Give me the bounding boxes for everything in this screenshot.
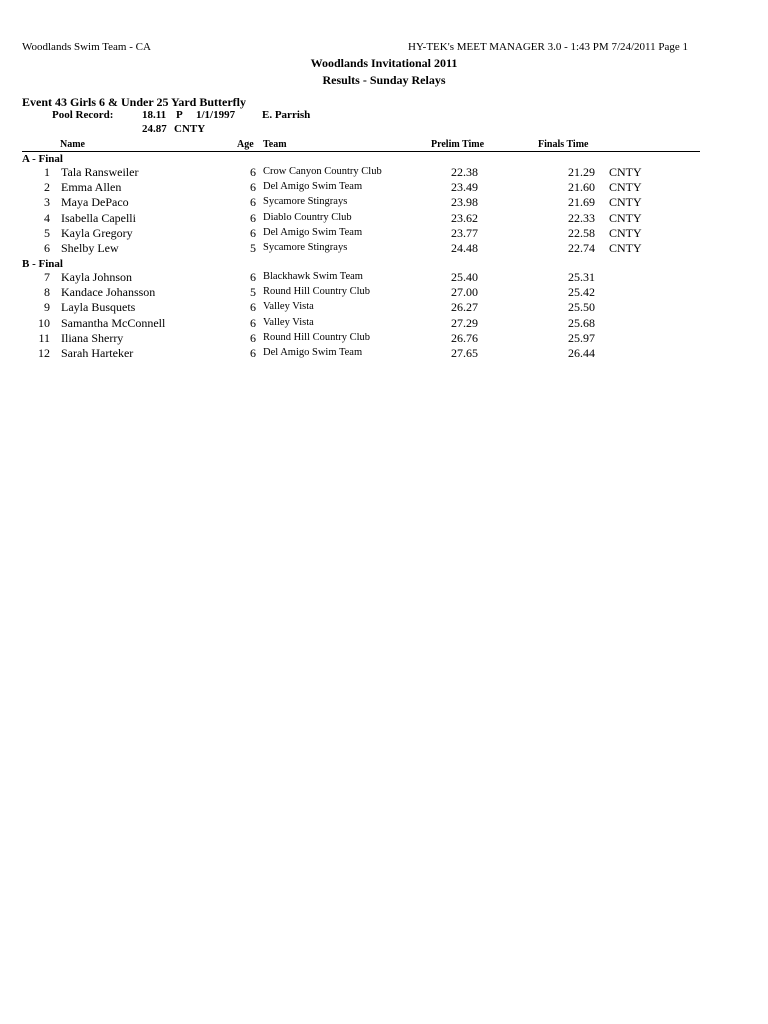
place-cell: 9 — [44, 300, 50, 315]
age-cell: 5 — [250, 241, 256, 255]
swimmer-name: Samantha McConnell — [61, 315, 166, 330]
table-row — [0, 285, 768, 300]
swimmer-name: Iliana Sherry — [61, 330, 124, 345]
prelim-time: 23.77 — [451, 225, 478, 240]
table-row — [0, 211, 768, 226]
place-cell: 8 — [44, 285, 50, 300]
team-name: Blackhawk Swim Team — [263, 271, 363, 282]
swimmer-name: Isabella Capelli — [61, 210, 136, 225]
header-team-name: Woodlands Swim Team - CA — [22, 41, 151, 53]
swimmer-name: Kandace Johansson — [61, 285, 156, 300]
pool-record-flag: P — [176, 109, 183, 121]
cut-time: 24.87 — [142, 123, 167, 135]
prelim-time: 25.40 — [451, 270, 478, 284]
team-name: Round Hill Country Club — [263, 331, 371, 343]
finals-time: 25.97 — [568, 330, 595, 345]
finals-time: 25.68 — [568, 315, 595, 330]
team-name: Sycamore Stingrays — [263, 242, 348, 253]
age-cell: 6 — [250, 330, 256, 345]
table-row — [0, 331, 768, 346]
swimmer-name: Layla Busquets — [61, 300, 136, 315]
place-cell: 12 — [38, 346, 50, 360]
place-cell: 11 — [38, 330, 50, 345]
swimmer-name: Tala Ransweiler — [61, 165, 139, 179]
age-cell: 6 — [250, 165, 256, 179]
team-name: Del Amigo Swim Team — [263, 347, 363, 358]
cut-tag: CNTY — [609, 210, 642, 225]
pool-record-label: Pool Record: — [52, 109, 114, 121]
swimmer-name: Kayla Johnson — [61, 270, 132, 284]
finals-time: 25.42 — [568, 285, 595, 300]
team-name: Crow Canyon Country Club — [263, 166, 382, 177]
team-name: Round Hill Country Club — [263, 286, 371, 298]
column-header-prelim-time: Prelim Time — [431, 139, 485, 150]
column-header-team: Team — [263, 139, 287, 150]
team-name: Diablo Country Club — [263, 211, 352, 223]
team-name: Del Amigo Swim Team — [263, 181, 363, 193]
header-software-info: HY-TEK's MEET MANAGER 3.0 - 1:43 PM 7/24/2011 Page 1 — [408, 41, 689, 53]
cut-label: CNTY — [174, 123, 206, 135]
age-cell: 6 — [250, 300, 256, 315]
cut-tag: CNTY — [609, 225, 642, 240]
table-row — [0, 241, 768, 256]
table-row — [0, 270, 768, 285]
place-cell: 6 — [44, 241, 50, 255]
finals-time: 25.50 — [568, 300, 595, 315]
prelim-time: 27.29 — [451, 315, 478, 330]
cut-tag: CNTY — [609, 180, 642, 195]
cut-tag: CNTY — [609, 165, 642, 179]
table-row — [0, 316, 768, 331]
swimmer-name: Sarah Harteker — [61, 346, 134, 360]
swimmer-name: Kayla Gregory — [61, 225, 133, 240]
pool-record-time: 18.11 — [142, 109, 167, 121]
table-row — [0, 346, 768, 361]
column-header-name: Name — [60, 139, 85, 150]
age-cell: 6 — [250, 225, 256, 240]
header-divider — [22, 151, 700, 152]
finals-time: 25.31 — [568, 270, 595, 284]
finals-time: 21.69 — [568, 195, 595, 210]
prelim-time: 23.49 — [451, 180, 478, 195]
section-a-final: A - Final — [22, 153, 63, 165]
swimmer-name: Emma Allen — [61, 180, 122, 195]
age-cell: 6 — [250, 346, 256, 360]
table-row — [0, 226, 768, 241]
table-row — [0, 165, 768, 180]
place-cell: 4 — [44, 210, 50, 225]
event-title: Event 43 Girls 6 & Under 25 Yard Butterfly — [22, 95, 246, 109]
finals-time: 21.60 — [568, 180, 595, 195]
age-cell: 6 — [250, 315, 256, 330]
pool-record-holder: E. Parrish — [262, 109, 311, 121]
prelim-time: 23.98 — [451, 195, 478, 210]
prelim-time: 26.27 — [451, 300, 478, 315]
place-cell: 2 — [44, 180, 50, 195]
prelim-time: 26.76 — [451, 330, 478, 345]
table-row — [0, 300, 768, 315]
prelim-time: 24.48 — [451, 241, 478, 255]
table-row — [0, 180, 768, 195]
place-cell: 7 — [44, 270, 50, 284]
finals-time: 26.44 — [568, 346, 595, 360]
team-name: Valley Vista — [263, 316, 314, 328]
finals-time: 22.58 — [568, 225, 595, 240]
column-header-finals-time: Finals Time — [538, 139, 589, 150]
team-name: Del Amigo Swim Team — [263, 226, 363, 238]
table-row — [0, 195, 768, 210]
age-cell: 6 — [250, 195, 256, 210]
team-name: Sycamore Stingrays — [263, 196, 348, 208]
swimmer-name: Shelby Lew — [61, 241, 119, 255]
cut-tag: CNTY — [609, 241, 642, 255]
place-cell: 1 — [44, 165, 50, 179]
prelim-time: 23.62 — [451, 210, 478, 225]
age-cell: 5 — [250, 285, 256, 300]
age-cell: 6 — [250, 210, 256, 225]
finals-time: 22.33 — [568, 210, 595, 225]
place-cell: 5 — [44, 225, 50, 240]
column-header-age: Age — [237, 139, 254, 150]
pool-record-date: 1/1/1997 — [196, 109, 236, 121]
meet-title: Woodlands Invitational 2011 — [310, 56, 458, 70]
prelim-time: 22.38 — [451, 165, 478, 179]
results-subtitle: Results - Sunday Relays — [322, 73, 446, 87]
team-name: Valley Vista — [263, 301, 314, 313]
swimmer-name: Maya DePaco — [61, 195, 129, 210]
place-cell: 3 — [44, 195, 50, 210]
prelim-time: 27.65 — [451, 346, 478, 360]
prelim-time: 27.00 — [451, 285, 478, 300]
section-b-final: B - Final — [22, 258, 63, 270]
age-cell: 6 — [250, 270, 256, 284]
finals-time: 21.29 — [568, 165, 595, 179]
cut-tag: CNTY — [609, 195, 642, 210]
age-cell: 6 — [250, 180, 256, 195]
place-cell: 10 — [38, 315, 50, 330]
finals-time: 22.74 — [568, 241, 595, 255]
